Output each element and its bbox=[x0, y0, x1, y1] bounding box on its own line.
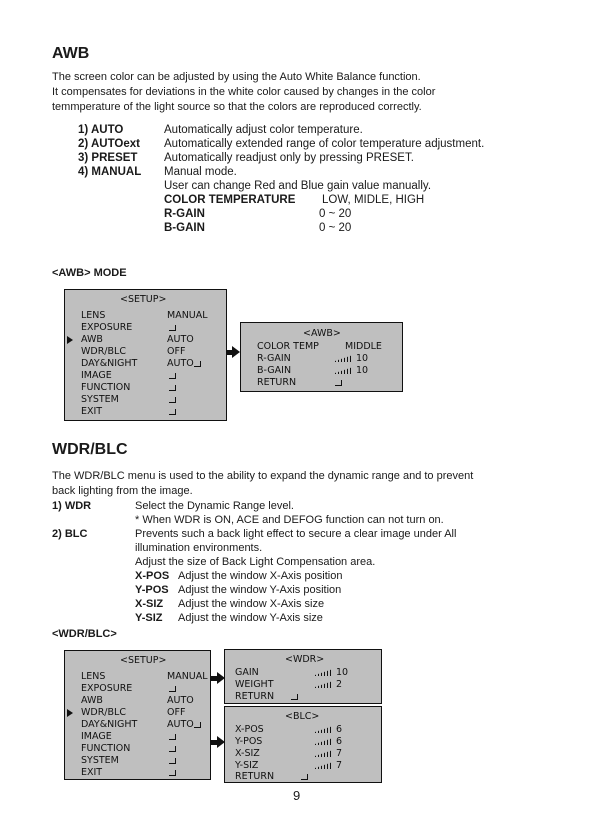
enter-icon bbox=[335, 377, 342, 388]
setup-item-awb: AWB bbox=[81, 334, 103, 345]
awb-item-4-num: 4) MANUAL bbox=[78, 166, 142, 178]
setup-value-day-night bbox=[167, 719, 201, 730]
wdr-paragraph bbox=[52, 469, 473, 499]
awb-mode-label: <AWB> MODE bbox=[52, 267, 127, 279]
wdr-item-2-desc-1: Prevents such a back light effect to secure a clear image under All bbox=[135, 528, 457, 540]
blc-param-x-pos-desc: Adjust the window X-Axis position bbox=[178, 570, 343, 582]
awb-paragraph bbox=[52, 70, 435, 115]
wdr-para-line-2: back lighting from the image. bbox=[52, 485, 193, 497]
setup-item-exposure: EXPOSURE bbox=[81, 322, 133, 333]
blc-param-x-pos-name: X-POS bbox=[135, 570, 170, 582]
enter-icon bbox=[169, 370, 176, 381]
param-b-gain-value: 0 ~ 20 bbox=[319, 222, 352, 234]
wdr-value-gain bbox=[315, 667, 348, 678]
awb-item-4-desc: Manual mode. bbox=[164, 166, 237, 178]
wdr-item-gain: GAIN bbox=[235, 667, 259, 678]
cursor-arrow-icon bbox=[67, 707, 74, 718]
setup-item-system: SYSTEM bbox=[81, 755, 119, 766]
awb-item-3-num: 3) PRESET bbox=[78, 152, 138, 164]
param-color-temp-name: COLOR TEMPERATURE bbox=[164, 194, 296, 206]
setup-value-wdr-blc: OFF bbox=[167, 346, 186, 357]
wdr-item-weight: WEIGHT bbox=[235, 679, 274, 690]
setup-value-awb: AUTO bbox=[167, 695, 194, 706]
wdr-value-weight-text: 2 bbox=[336, 679, 343, 690]
cursor-arrow-icon bbox=[67, 334, 74, 345]
setup-item-day-night: DAY&NIGHT bbox=[81, 719, 138, 730]
awb-item-1-desc: Automatically adjust color temperature. bbox=[164, 124, 363, 136]
awb-item-color-temp: COLOR TEMP bbox=[257, 341, 319, 352]
blc-value-x-siz-text: 7 bbox=[336, 748, 343, 759]
page-number: 9 bbox=[293, 788, 301, 803]
wdr-item-2-desc-2: illumination environments. bbox=[135, 542, 263, 554]
enter-icon bbox=[169, 406, 176, 417]
blc-param-y-pos-desc: Adjust the window Y-Axis position bbox=[178, 584, 342, 596]
blc-item-y-siz: Y-SIZ bbox=[235, 760, 259, 771]
level-bar-icon bbox=[315, 738, 333, 745]
param-color-temp-value: LOW, MIDLE, HIGH bbox=[322, 194, 425, 206]
wdr-value-weight bbox=[315, 679, 342, 690]
blc-value-y-siz bbox=[315, 760, 342, 771]
awb-menu-title: <AWB> bbox=[303, 328, 341, 339]
setup-item-exposure: EXPOSURE bbox=[81, 683, 133, 694]
awb-value-r-gain bbox=[335, 353, 368, 364]
blc-param-y-pos-name: Y-POS bbox=[135, 584, 169, 596]
wdr-item-1-num: 1) WDR bbox=[52, 500, 92, 512]
setup-item-image: IMAGE bbox=[81, 370, 112, 381]
setup-menu-wdr bbox=[64, 650, 211, 780]
setup-item-day-night: DAY&NIGHT bbox=[81, 358, 138, 369]
awb-heading: AWB bbox=[52, 45, 90, 62]
level-bar-icon bbox=[315, 669, 333, 676]
wdr-item-1-note: * When WDR is ON, ACE and DEFOG function can not turn on. bbox=[135, 514, 444, 526]
awb-para-line-2: It compensates for deviations in the white color caused by changes in the color bbox=[52, 86, 436, 98]
level-bar-icon bbox=[315, 750, 333, 757]
awb-item-r-gain: R-GAIN bbox=[257, 353, 291, 364]
setup-item-awb: AWB bbox=[81, 695, 103, 706]
enter-icon bbox=[169, 767, 176, 778]
setup-item-exit: EXIT bbox=[81, 406, 103, 417]
enter-icon bbox=[194, 722, 201, 728]
awb-item-2-desc: Automatically extended range of color temperature adjustment. bbox=[164, 138, 485, 150]
wdr-value-gain-text: 10 bbox=[336, 667, 349, 678]
enter-icon bbox=[169, 394, 176, 405]
level-bar-icon bbox=[315, 681, 333, 688]
enter-icon bbox=[169, 743, 176, 754]
param-r-gain-value: 0 ~ 20 bbox=[319, 208, 352, 220]
wdr-submenu bbox=[224, 649, 382, 704]
awb-item-return: RETURN bbox=[257, 377, 297, 388]
setup-value-lens: MANUAL bbox=[167, 310, 208, 321]
setup-item-function: FUNCTION bbox=[81, 382, 131, 393]
wdr-heading: WDR/BLC bbox=[52, 441, 128, 458]
manual-note: User can change Red and Blue gain value manually. bbox=[164, 180, 432, 192]
wdr-blc-menu-label: <WDR/BLC> bbox=[52, 628, 117, 640]
setup-menu-awb bbox=[64, 289, 227, 421]
param-r-gain-name: R-GAIN bbox=[164, 208, 205, 220]
setup-item-function: FUNCTION bbox=[81, 743, 131, 754]
blc-value-y-pos-text: 6 bbox=[336, 736, 343, 747]
level-bar-icon bbox=[315, 762, 333, 769]
setup-item-exit: EXIT bbox=[81, 767, 103, 778]
setup-item-lens: LENS bbox=[81, 671, 106, 682]
wdr-item-return: RETURN bbox=[235, 691, 275, 702]
blc-item-x-pos: X-POS bbox=[235, 724, 264, 735]
blc-param-y-siz-name: Y-SIZ bbox=[135, 612, 163, 624]
enter-icon bbox=[301, 771, 308, 782]
awb-item-3-desc: Automatically readjust only by pressing PRESET. bbox=[164, 152, 414, 164]
setup-item-system: SYSTEM bbox=[81, 394, 119, 405]
setup-menu-title: <SETUP> bbox=[120, 655, 167, 666]
wdr-item-1-desc: Select the Dynamic Range level. bbox=[135, 500, 294, 512]
enter-icon bbox=[291, 691, 298, 702]
wdr-para-line-1: The WDR/BLC menu is used to the ability to expand the dynamic range and to prevent bbox=[52, 470, 474, 482]
level-bar-icon bbox=[335, 355, 353, 362]
blc-menu-title: <BLC> bbox=[285, 711, 320, 722]
setup-item-lens: LENS bbox=[81, 310, 106, 321]
awb-item-b-gain: B-GAIN bbox=[257, 365, 292, 376]
enter-icon bbox=[169, 755, 176, 766]
wdr-item-list bbox=[52, 499, 532, 629]
blc-value-x-pos bbox=[315, 724, 342, 735]
setup-value-day-night bbox=[167, 358, 201, 369]
blc-submenu bbox=[224, 706, 382, 783]
enter-icon bbox=[169, 382, 176, 393]
setup-item-wdr-blc: WDR/BLC bbox=[81, 707, 126, 718]
setup-value-day-night-text: AUTO bbox=[167, 358, 194, 369]
enter-icon bbox=[169, 731, 176, 742]
enter-icon bbox=[169, 322, 176, 333]
blc-param-x-siz-desc: Adjust the window X-Axis size bbox=[178, 598, 325, 610]
setup-item-wdr-blc: WDR/BLC bbox=[81, 346, 126, 357]
awb-value-color-temp: MIDDLE bbox=[345, 341, 382, 352]
awb-submenu bbox=[240, 322, 403, 392]
awb-value-r-gain-text: 10 bbox=[356, 353, 369, 364]
awb-mode-list bbox=[78, 123, 558, 233]
blc-item-return: RETURN bbox=[235, 771, 275, 782]
blc-value-x-pos-text: 6 bbox=[336, 724, 343, 735]
blc-param-y-siz-desc: Adjust the window Y-Axis size bbox=[178, 612, 323, 624]
awb-item-2-num: 2) AUTOext bbox=[78, 138, 140, 150]
awb-para-line-1: The screen color can be adjusted by using the Auto White Balance function. bbox=[52, 71, 421, 83]
awb-para-line-3: temmperature of the light source so that the colors are reproduced correctly. bbox=[52, 101, 422, 113]
awb-value-b-gain bbox=[335, 365, 368, 376]
setup-value-lens: MANUAL bbox=[167, 671, 208, 682]
setup-menu-title: <SETUP> bbox=[120, 294, 167, 305]
blc-value-x-siz bbox=[315, 748, 342, 759]
setup-value-day-night-text: AUTO bbox=[167, 719, 194, 730]
blc-value-y-pos bbox=[315, 736, 342, 747]
blc-value-y-siz-text: 7 bbox=[336, 760, 343, 771]
setup-value-awb: AUTO bbox=[167, 334, 194, 345]
blc-item-x-siz: X-SIZ bbox=[235, 748, 260, 759]
blc-item-y-pos: Y-POS bbox=[235, 736, 263, 747]
setup-item-image: IMAGE bbox=[81, 731, 112, 742]
awb-item-1-num: 1) AUTO bbox=[78, 124, 124, 136]
level-bar-icon bbox=[315, 726, 333, 733]
awb-value-b-gain-text: 10 bbox=[356, 365, 369, 376]
setup-value-wdr-blc: OFF bbox=[167, 707, 186, 718]
enter-icon bbox=[169, 683, 176, 694]
blc-param-x-siz-name: X-SIZ bbox=[135, 598, 164, 610]
wdr-item-2-desc-3: Adjust the size of Back Light Compensation area. bbox=[135, 556, 376, 568]
param-b-gain-name: B-GAIN bbox=[164, 222, 205, 234]
wdr-item-2-num: 2) BLC bbox=[52, 528, 88, 540]
level-bar-icon bbox=[335, 367, 353, 374]
wdr-menu-title: <WDR> bbox=[285, 654, 325, 665]
enter-icon bbox=[194, 361, 201, 367]
